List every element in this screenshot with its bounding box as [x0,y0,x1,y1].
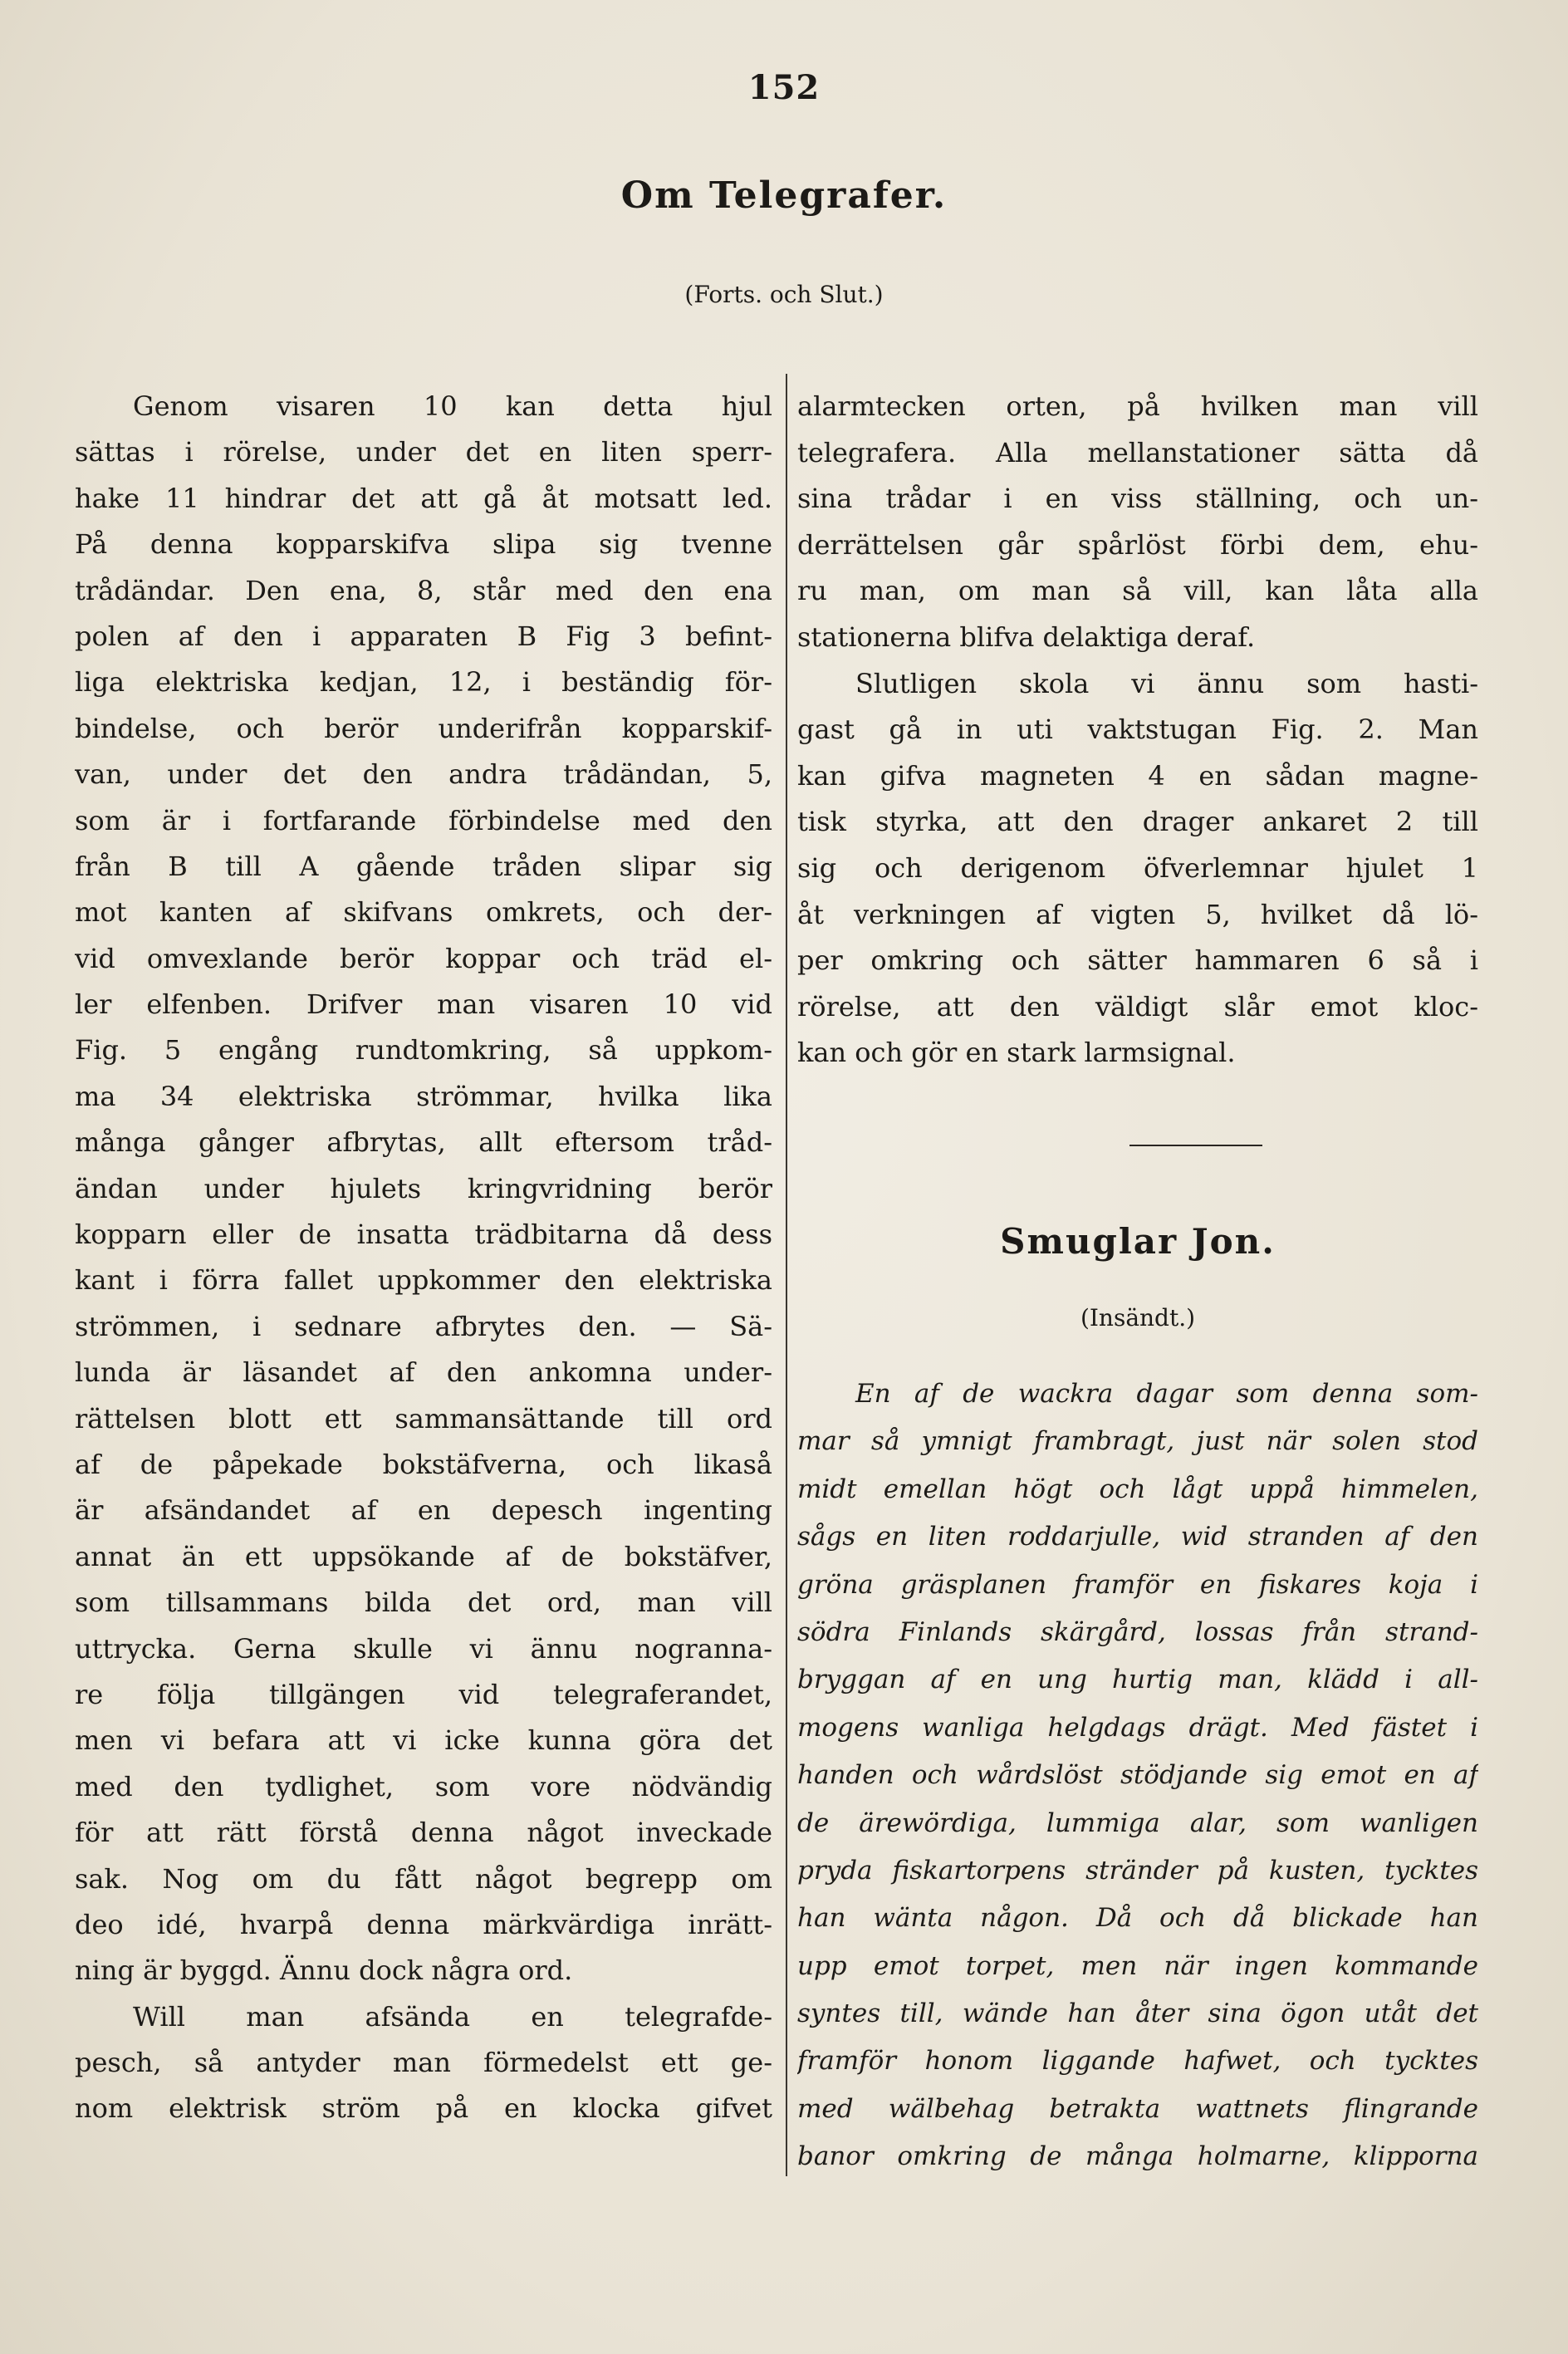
left-column [75,384,772,2132]
text-line: polen af den i apparaten B Fig 3 befint- [75,620,772,652]
text-line: han wänta någon. Då och då blickade han [797,1903,1478,1934]
text-line: mot kanten af skifvans omkrets, och der- [75,896,772,929]
text-line: gast gå in uti vaktstugan Fig. 2. Man [797,714,1478,746]
text-line: med den tydlighet, som vore nödvändig [75,1770,772,1802]
text-line: sig och derigenom öfverlemnar hjulet 1 [797,851,1478,884]
text-line: sina trådar i en viss ställning, och un- [797,483,1478,515]
text-line: sak. Nog om du fått något begrepp om [75,1862,772,1895]
text-line: En af de wackra dagar som denna som- [855,1379,1478,1409]
right-column [797,384,1478,1076]
text-line: men vi befara att vi icke kunna göra det [75,1724,772,1757]
text-line: annat än ett uppsökande af de bokstäfver, [75,1540,772,1572]
text-line: mar så ymnigt frambragt, just när solen stod [797,1426,1478,1457]
text-line: som tillsammans bilda det ord, man vill [75,1586,772,1619]
text-line: för att rätt förstå denna något inveckade [75,1817,772,1849]
text-line: som är i fortfarande förbindelse med den [75,804,772,836]
text-line: telegrafera. Alla mellanstationer sätta då [797,436,1478,468]
text-line: södra Finlands skärgård, lossas från strand- [797,1616,1478,1647]
section-separator [1129,1145,1262,1146]
text-line: framför honom liggande hafwet, och tycktes [797,2046,1478,2077]
text-line: Slutligen skola vi ännu som hasti- [855,667,1478,699]
text-line: Genom visaren 10 kan detta hjul [133,390,772,422]
text-line: kopparn eller de insatta trädbitarna då dess [75,1219,772,1251]
text-line: syntes till, wände han åter sina ögon utåt det [797,1998,1478,2029]
text-line: midt emellan högt och lågt uppå himmelen, [797,1474,1478,1504]
story-title: Smuglar Jon. [1000,1221,1276,1262]
text-line: trådändar. Den ena, 8, står med den ena [75,574,772,606]
text-line: re följa tillgängen vid telegraferandet, [75,1678,772,1710]
text-line: pesch, så antyder man förmedelst ett ge- [75,2047,772,2079]
text-line: uttrycka. Gerna skulle vi ännu nogranna- [75,1632,772,1665]
text-line: rörelse, att den väldigt slår emot kloc- [797,990,1478,1023]
text-line: ändan under hjulets kringvridning berör [75,1172,772,1204]
text-line: deo idé, hvarpå denna märkvärdiga inrätt- [75,1908,772,1940]
text-line: gröna gräsplanen framför en fiskares koja i [797,1569,1478,1600]
text-line: ler elfenben. Drifver man visaren 10 vid [75,988,772,1021]
column-divider [786,374,787,2176]
text-line: upp emot torpet, men när ingen kommande [797,1950,1478,1981]
text-line: alarmtecken orten, på hvilken man vill [797,390,1478,422]
story-column [797,1371,1478,2181]
story-subtitle: (Insändt.) [1080,1304,1196,1331]
text-line: strömmen, i sednare afbrytes den. — Sä- [75,1310,772,1342]
text-line: bindelse, och berör underifrån kopparskif- [75,712,772,744]
text-line: ning är byggd. Ännu dock några ord. [75,1954,573,1987]
text-line: pryda fiskartorpens stränder på kusten, tycktes [797,1855,1478,1886]
text-line: kan gifva magneten 4 en sådan magne- [797,759,1478,792]
text-line: lunda är läsandet af den ankomna under- [75,1356,772,1389]
text-line: sågs en liten roddarjulle, wid stranden af den [797,1522,1478,1552]
text-line: liga elektriska kedjan, 12, i beständig för- [75,666,772,699]
text-line: af de påpekade bokstäfverna, och likaså [75,1448,772,1480]
text-line: de ärewördiga, lummiga alar, som wanligen [797,1807,1478,1838]
text-line: banor omkring de många holmarne, klipporna [797,2141,1478,2172]
text-line: per omkring och sätter hammaren 6 så i [797,944,1478,977]
text-line: Will man afsända en telegrafde- [133,2000,772,2033]
text-line: Fig. 5 engång rundtomkring, så uppkom- [75,1034,772,1067]
text-line: På denna kopparskifva slipa sig tvenne [75,528,772,561]
text-line: handen och wårdslöst stödjande sig emot en af [797,1760,1478,1791]
text-line: derrättelsen går spårlöst förbi dem, ehu- [797,528,1478,561]
text-line: sättas i rörelse, under det en liten sperr- [75,436,772,468]
text-line: ru man, om man så vill, kan låta alla [797,575,1478,607]
text-line: ma 34 elektriska strömmar, hvilka lika [75,1080,772,1112]
text-line: vid omvexlande berör koppar och träd el- [75,942,772,974]
text-line: åt verkningen af vigten 5, hvilket då lö- [797,898,1478,930]
text-line: många gånger afbrytas, allt eftersom tråd- [75,1126,772,1159]
text-line: är afsändandet af en depesch ingenting [75,1494,772,1527]
article-subtitle: (Forts. och Slut.) [684,281,884,308]
text-line: rättelsen blott ett sammansättande till ord [75,1402,772,1434]
text-line: bryggan af en ung hurtig man, klädd i all- [797,1665,1478,1695]
text-line: med wälbehag betrakta wattnets flingrande [797,2093,1478,2124]
text-line: kan och gör en stark larmsignal. [797,1037,1236,1069]
text-line: tisk styrka, att den drager ankaret 2 till [797,806,1478,838]
text-line: stationerna blifva delaktiga deraf. [797,620,1256,653]
text-line: van, under det den andra trådändan, 5, [75,758,772,791]
text-line: nom elektrisk ström på en klocka gifvet [75,2092,772,2125]
page-number: 152 [747,68,821,107]
text-line: från B till A gående tråden slipar sig [75,850,772,882]
article-title: Om Telegrafer. [620,174,948,217]
text-line: kant i förra fallet uppkommer den elektriska [75,1264,772,1297]
text-line: hake 11 hindrar det att gå åt motsatt led. [75,482,772,514]
text-line: mogens wanliga helgdags drägt. Med fästet i [797,1712,1478,1743]
